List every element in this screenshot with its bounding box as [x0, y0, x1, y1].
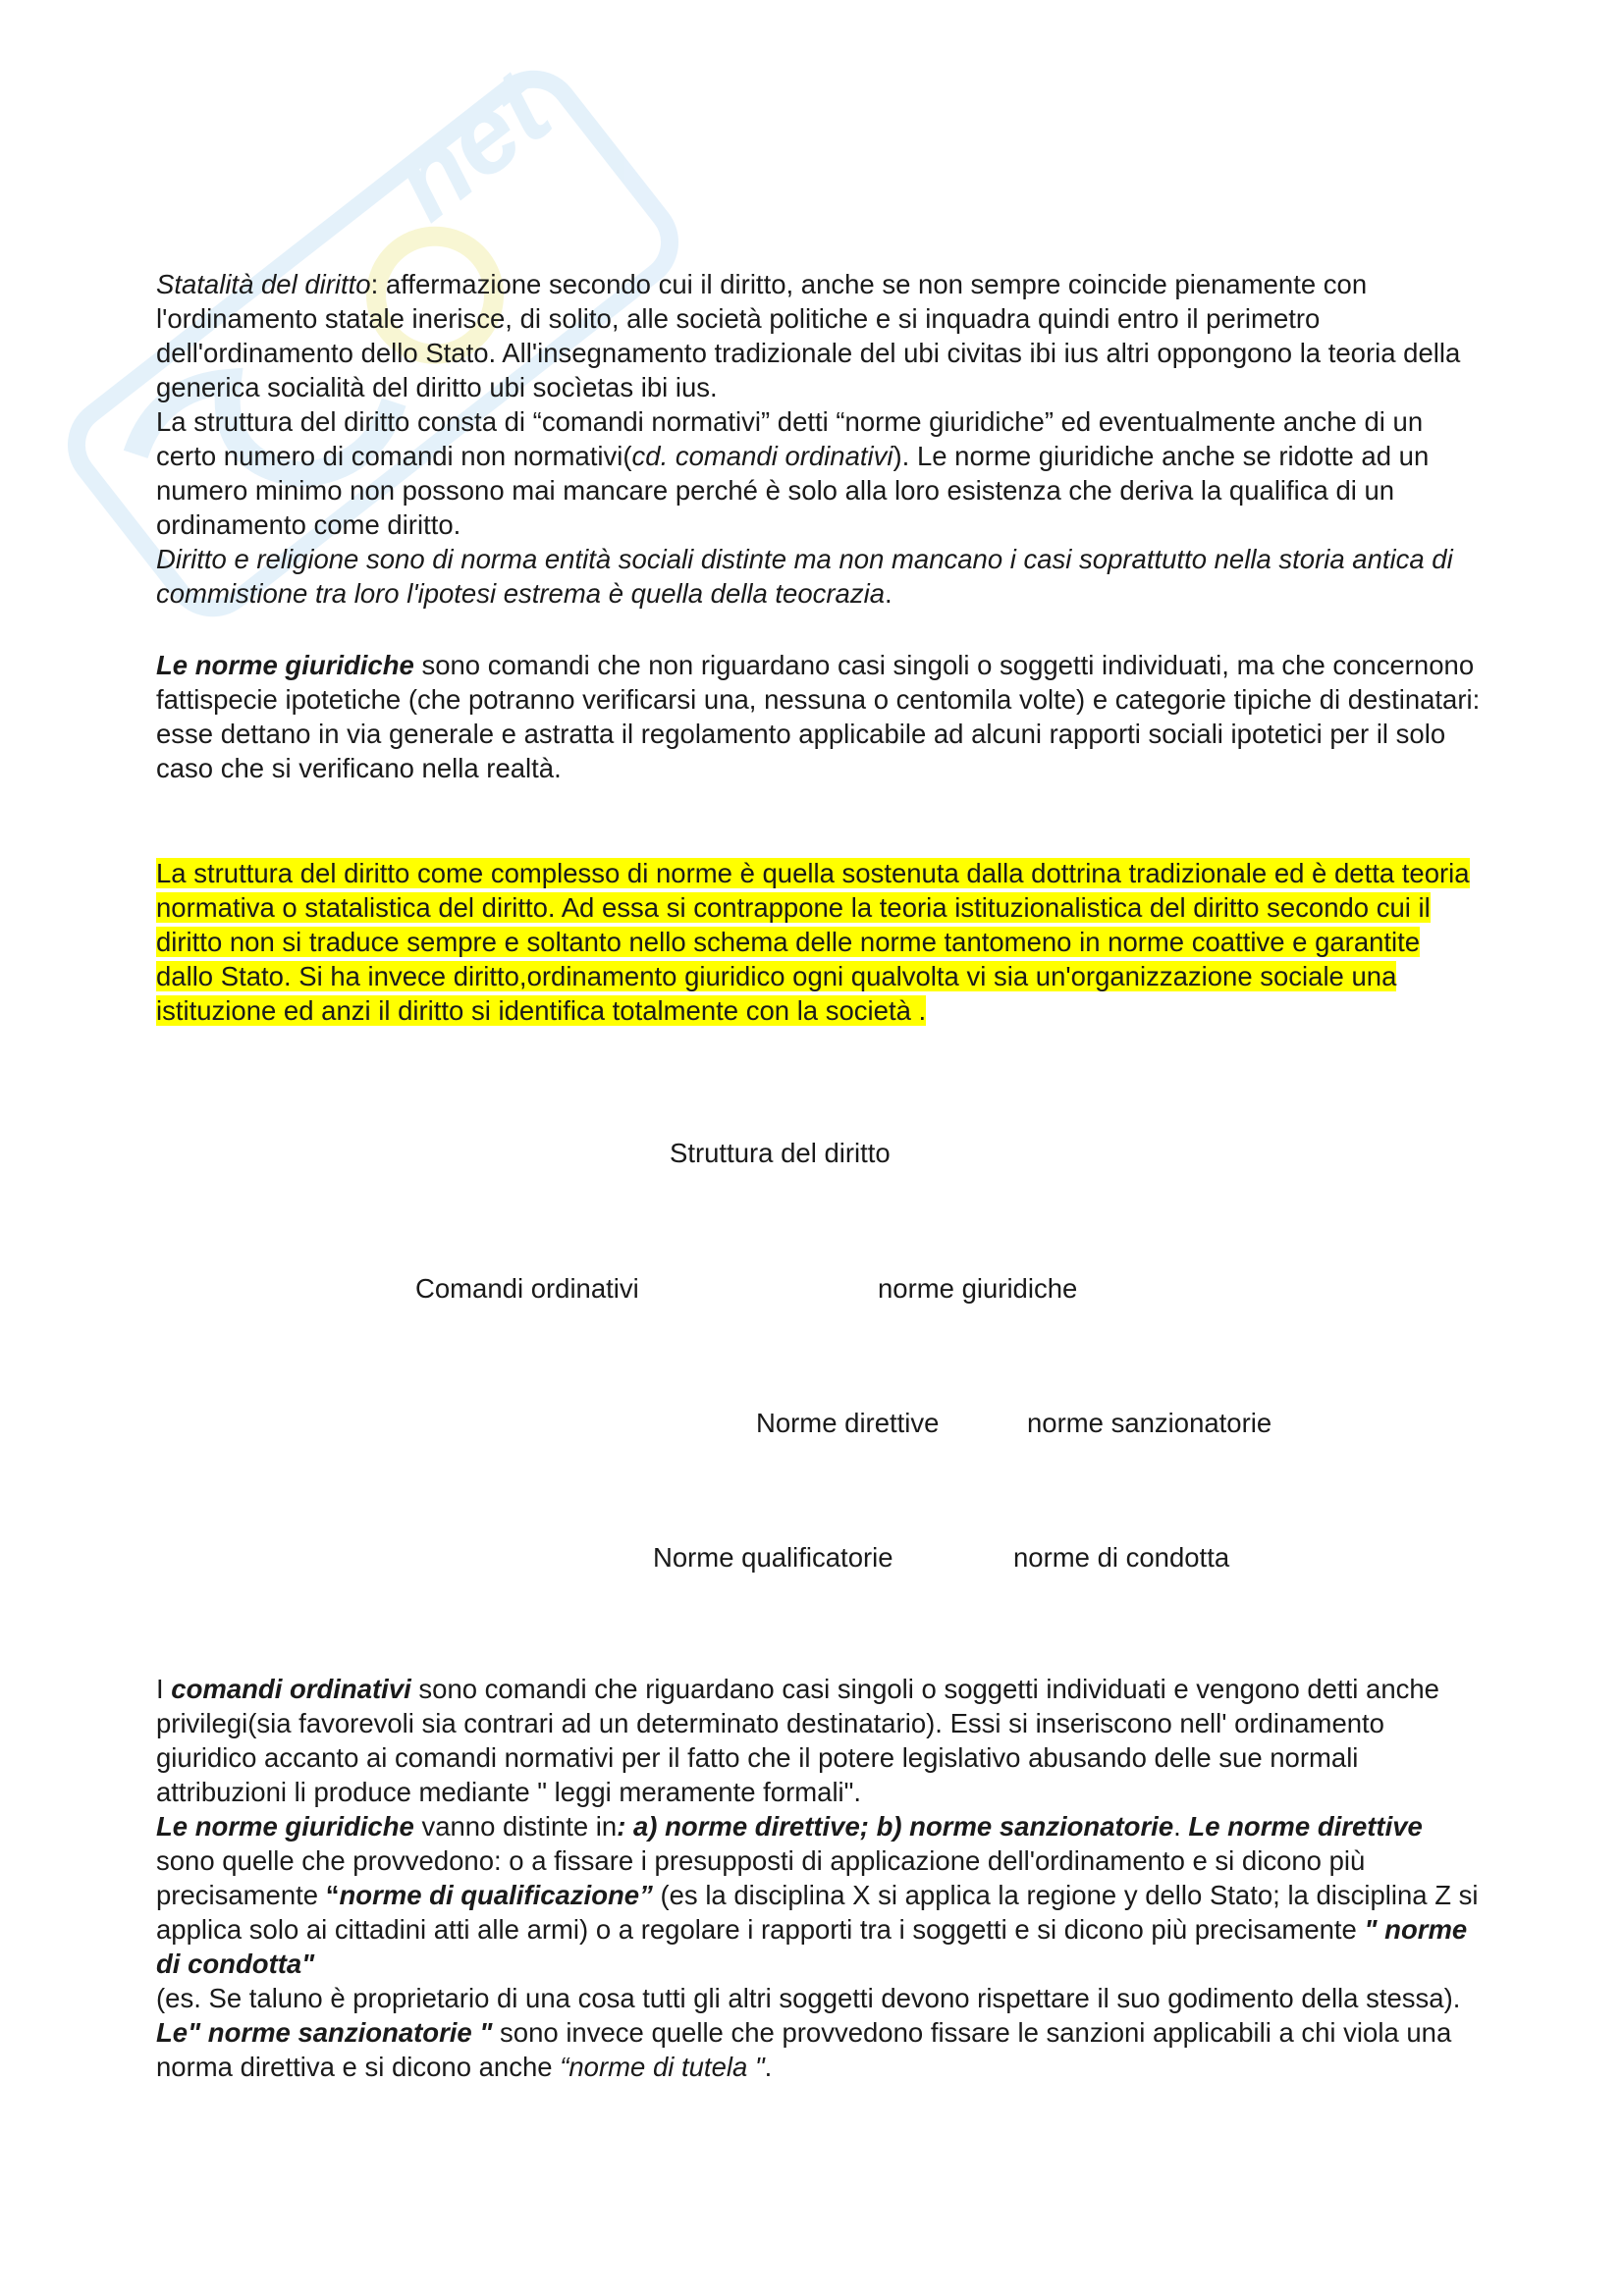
scheme-comandi-ordinativi: Comandi ordinativi [415, 1273, 639, 1304]
term-norme-giuridiche: Le norme giuridiche [156, 650, 414, 680]
highlighted-text: La struttura del diritto come complesso di norme è quella sostenuta dalla dottrina tradizionale ed è detta teoria normativa o statalistica del diritto. Ad essa si contrappone la teoria istituzionalistica del diritto secondo cui il diritto non si traduce sempre e soltanto nello schema delle norme tantomeno in norme coattive e garantite dallo Stato. Si ha invece diritto,ordinamento giuridico ogni qualvolta vi sia un'organizzazione sociale una istituzione ed anzi il diritto si identifica totalmente con la società . [156, 858, 1470, 1026]
watermark-text: net [369, 48, 572, 243]
scheme-norme-giuridiche: norme giuridiche [878, 1273, 1078, 1304]
paragraph-norme-giuridiche: Le norme giuridiche sono comandi che non riguardano casi singoli o soggetti individuati, ma che concernono fattispecie ipotetiche (che potranno verificarsi una, nessuna o centomila volte) e categorie tipiche di destinatari: esse dettano in via generale e astratta il regolamento applicabile ad alcuni rapporti sociali ipotetici per il solo caso che si verificano nella realtà. [156, 650, 1481, 783]
term-comandi-ordinativi: cd. comandi ordinativi [631, 441, 893, 471]
paragraph-statalita: Statalità del diritto: affermazione secondo cui il diritto, anche se non sempre coincide pienamente con l'ordinamento statale inerisce, di solito, alle società politiche e si inquadra quindi entro il perimetro dell'ordinamento dello Stato. All'insegnamento tradizionale del ubi civitas ibi ius altri oppongono la teoria della generica socialità del diritto ubi socìetas ibi ius. La struttura del diritto consta di “comandi normativi” detti “norme giuridiche” ed eventualmente anche di un certo numero di comandi non normativi(cd. comandi ordinativi). Le norme giuridiche anche se ridotte ad un numero minimo non possono mai mancare perché è solo alla loro esistenza che deriva la qualifica di un ordinamento come diritto. Diritto e religione sono di norma entità sociali distinte ma non mancano i casi soprattutto nella storia antica di commistione tra loro l'ipotesi estrema è quella della teocrazia. [156, 269, 1461, 609]
sentence-diritto-religione: Diritto e religione sono di norma entità sociali distinte ma non mancano i casi soprattutto nella storia antica di commistione tra loro l'ipotesi estrema è quella della teocrazia [156, 544, 1453, 609]
term-comandi-ordinativi-def: comandi ordinativi [171, 1674, 411, 1704]
term-statalita: Statalità del diritto [156, 269, 371, 299]
paragraph-teoria-istituzionalistica [156, 856, 1482, 1028]
scheme-norme-di-condotta: norme di condotta [1013, 1542, 1230, 1573]
scheme-norme-sanzionatorie: norme sanzionatorie [1027, 1408, 1272, 1438]
paragraph-comandi-ordinativi: I comandi ordinativi sono comandi che riguardano casi singoli o soggetti individuati e vengono detti anche privilegi(sia favorevoli sia contrari ad un determinato destinatario). Essi si inseriscono nell' ordinamento giuridico accanto ai comandi normativi per il fatto che il potere legislativo abusando delle sue normali attribuzioni li produce mediante " leggi meramente formali". Le norme giuridiche vanno distinte in: a) norme direttive; b) norme sanzionatorie. Le norme direttive sono quelle che provvedono: o a fissare i presupposti di applicazione dell'ordinamento e si dicono più precisamente “norme di qualificazione” (es la disciplina X si applica la regione y dello Stato; la disciplina Z si applica solo ai cittadini atti alle armi) o a regolare i rapporti tra i soggetti e si dicono più precisamente " norme di condotta" (es. Se taluno è proprietario di una cosa tutti gli altri soggetti devono rispettare il suo godimento della stessa). Le" norme sanzionatorie " sono invece quelle che provvedono fissare le sanzioni applicabili a chi viola una norma direttiva e si dicono anche “norme di tutela ". [156, 1674, 1479, 2082]
scheme-norme-direttive: Norme direttive [756, 1408, 940, 1438]
scheme-norme-qualificatorie: Norme qualificatorie [653, 1542, 893, 1573]
scheme-root: Struttura del diritto [670, 1138, 891, 1168]
